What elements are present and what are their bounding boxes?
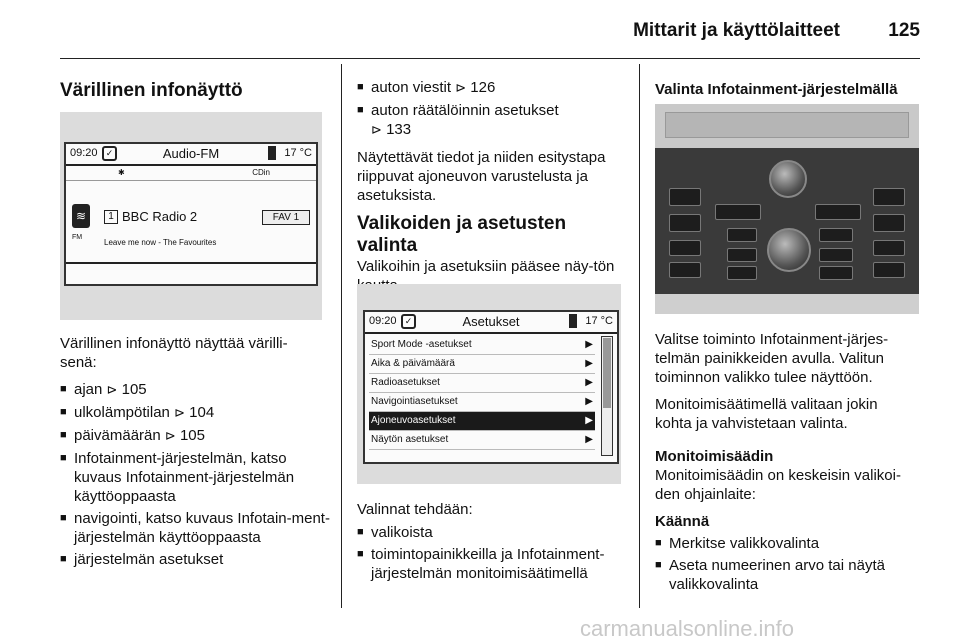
chevron-right-icon: ▶ [585, 358, 593, 369]
menu-item[interactable]: Sport Mode -asetukset ▶ [369, 336, 595, 355]
list-item: ■ auton räätälöinnin asetukset ⊳ 133 [357, 101, 601, 140]
chevron-right-icon: ▶ [585, 415, 593, 426]
console-bottom-panel [655, 294, 919, 314]
info-button[interactable] [819, 266, 853, 280]
menu-item[interactable]: Navigointiasetukset ▶ [369, 393, 595, 412]
config-button[interactable] [819, 228, 853, 242]
column-1-text [60, 334, 330, 577]
menu-item-selected[interactable]: Ajoneuvoasetukset ▶ [369, 412, 595, 431]
list-item: ■ Infotainment-järjestelmän, katso kuvaus Infotainment-järjestelmän käyttöoppaasta [60, 449, 324, 506]
temperature: 17 °C [585, 315, 613, 327]
paragraph: Valitse toiminto Infotainment-järjes-telmän painikkeiden avulla. Valitun toiminnon valikko tulee näyttöön. [655, 331, 889, 386]
color-display-heading: Värillinen infonäyttö [60, 80, 243, 101]
screen-title: Asetukset [462, 314, 520, 329]
preset-buttons[interactable] [715, 204, 761, 220]
thermometer-icon [268, 146, 276, 160]
chevron-right-icon: ▶ [585, 377, 593, 388]
menu-item[interactable]: Radioasetukset ▶ [369, 374, 595, 393]
list-item: ■ Aseta numeerinen arvo tai näytä valikkovalinta [655, 556, 909, 594]
list-item: ■ ulkolämpötilan ⊳ 104 [60, 403, 330, 423]
list-item: ■ valikoista [357, 523, 627, 542]
clock: 09:20 [70, 147, 98, 159]
check-icon: ✓ [401, 314, 416, 329]
nav-button[interactable] [669, 240, 701, 256]
column-divider-1 [341, 64, 342, 608]
screen-status-bar [365, 312, 617, 334]
preset-number: 1 [104, 210, 118, 224]
list-item: ■ auton viestit ⊳ 126 [357, 78, 625, 98]
column-2 [357, 78, 625, 303]
band-label: FM [72, 234, 83, 241]
audio-screen-photo [60, 112, 322, 320]
column-3 [655, 80, 925, 99]
favourite-badge: FAV 1 [262, 210, 310, 225]
vent-slot [665, 112, 909, 138]
chevron-right-icon: ▶ [585, 339, 593, 350]
check-icon: ✓ [102, 146, 117, 161]
screen-footer-rule [66, 262, 316, 264]
selection-methods-list [357, 523, 627, 583]
back-button[interactable] [727, 266, 757, 280]
tp-button[interactable] [873, 240, 905, 256]
settings-screen [363, 310, 619, 464]
chevron-right-icon: ▶ [585, 434, 593, 445]
list-item: ■ päivämäärän ⊳ 105 [60, 426, 330, 446]
radio-button[interactable] [669, 188, 701, 206]
column-2-bottom [357, 500, 627, 591]
list-item: ■ Merkitse valikkovalinta [655, 534, 927, 553]
as-button[interactable] [873, 214, 905, 232]
audio-screen [64, 142, 318, 286]
fav-button[interactable] [873, 188, 905, 206]
list-item: ■ navigointi, katso kuvaus Infotain-ment-järjestelmän käyttöoppaasta [60, 509, 332, 547]
volume-knob[interactable] [769, 160, 807, 198]
column-divider-2 [639, 64, 640, 608]
rpt-button[interactable] [727, 248, 757, 262]
list-item: ■ toimintopainikkeilla ja Infotainment-järjestelmän monitoimisäätimellä [357, 545, 633, 583]
song-info: Leave me now - The Favourites [104, 238, 217, 247]
menu-item[interactable]: Aika & päivämäärä ▶ [369, 355, 595, 374]
reference-list [357, 78, 625, 140]
settings-screen-photo [357, 284, 621, 484]
header-rule [60, 58, 920, 59]
clock: 09:20 [369, 315, 397, 327]
paragraph: Valikoihin ja asetuksiin pääsee näy-tön [357, 258, 615, 275]
chevron-right-icon: ▶ [585, 396, 593, 407]
source-label: CDin [252, 168, 270, 177]
phone-button[interactable] [669, 262, 701, 278]
screen-status-bar [66, 144, 316, 166]
paragraph: Valinnat tehdään: [357, 501, 473, 518]
column-3-text [655, 330, 927, 602]
paragraph: Monitoimisäädin on keskeisin valikoi-den ohjainlaite: [655, 467, 901, 503]
scrollbar[interactable] [601, 336, 613, 456]
page-header [60, 18, 920, 60]
infotainment-console-photo [655, 104, 919, 314]
multifunction-knob-heading: Monitoimisäädin [655, 448, 774, 465]
cd-aux-button[interactable] [669, 214, 701, 232]
intro-text: Värillinen infonäyttö näyttää värilli-senä: [60, 335, 288, 371]
bluetooth-icon: ✱ [118, 168, 125, 177]
turn-heading: Käännä [655, 513, 710, 530]
multifunction-knob[interactable] [767, 228, 811, 272]
column-1 [60, 80, 328, 102]
section-title: Mittarit ja käyttölaitteet [633, 20, 840, 41]
screen-subbar [66, 166, 316, 181]
watermark: carmanualsonline.info [580, 616, 795, 641]
page-number: 125 [888, 20, 920, 41]
paragraph: Monitoimisäätimellä valitaan jokin kohta ja vahvistetaan valinta. [655, 396, 878, 432]
menu-selection-heading: Valikoiden ja asetusten valinta [357, 213, 567, 256]
scrollbar-thumb[interactable] [603, 338, 611, 408]
radio-icon: ≋ [72, 204, 90, 228]
list-item: ■ ajan ⊳ 105 [60, 380, 330, 400]
paragraph: Näytettävät tiedot ja niiden esitystapa riippuvat ajoneuvon varustelusta ja asetuksista. [357, 149, 606, 204]
temperature: 17 °C [284, 147, 312, 159]
thermometer-icon [569, 314, 577, 328]
menu-item[interactable]: Näytön asetukset ▶ [369, 431, 595, 450]
station-name: BBC Radio 2 [122, 209, 198, 224]
preset-buttons-2[interactable] [815, 204, 861, 220]
display-items-list [60, 380, 330, 569]
turn-actions-list [655, 534, 927, 594]
tone-button[interactable] [819, 248, 853, 262]
power-button[interactable] [873, 262, 905, 278]
infotainment-selection-heading: Valinta Infotainment-järjestelmällä [655, 81, 898, 98]
dest-button[interactable] [727, 228, 757, 242]
list-item: ■ järjestelmän asetukset [60, 550, 330, 569]
screen-title: Audio-FM [162, 146, 220, 161]
